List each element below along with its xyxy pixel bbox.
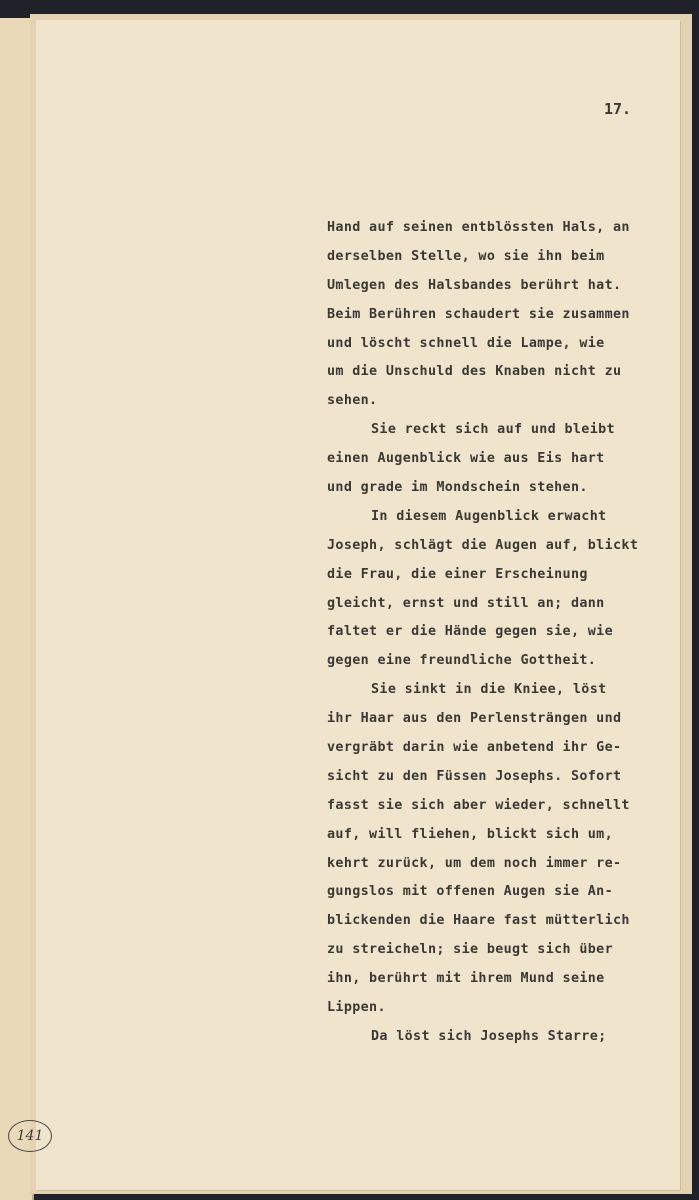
text-line: und löscht schnell die Lampe, wie [327, 335, 605, 351]
text-line: ihr Haar aus den Perlensträngen und [327, 711, 622, 727]
text-line: einen Augenblick wie aus Eis hart [327, 451, 605, 467]
text-line: Da löst sich Josephs Starre; [371, 1028, 607, 1044]
text-line: die Frau, die einer Erscheinung [327, 566, 588, 582]
text-line: gleicht, ernst und still an; dann [327, 595, 605, 611]
typewritten-page [36, 20, 680, 1190]
text-line: fasst sie sich aber wieder, schnellt [327, 797, 630, 813]
text-line: vergräbt darin wie anbetend ihr Ge- [327, 740, 622, 756]
text-line: kehrt zurück, um dem noch immer re- [327, 855, 622, 871]
archive-folio-number: 141 [8, 1120, 52, 1152]
text-line: ihn, berührt mit ihrem Mund seine [327, 971, 605, 987]
previous-page-edge [0, 18, 34, 1200]
text-line: Lippen. [327, 1000, 386, 1016]
text-line: zu streicheln; sie beugt sich über [327, 942, 614, 958]
text-line: und grade im Mondschein stehen. [327, 480, 588, 496]
text-line: gegen eine freundliche Gottheit. [327, 653, 597, 669]
text-line: Hand auf seinen entblössten Hals, an [327, 220, 630, 235]
text-line: sehen. [327, 393, 378, 409]
text-line: um die Unschuld des Knaben nicht zu [327, 364, 622, 380]
text-line: sicht zu den Füssen Josephs. Sofort [327, 768, 622, 784]
text-line: derselben Stelle, wo sie ihn beim [327, 248, 605, 264]
text-line: Umlegen des Halsbandes berührt hat. [327, 277, 622, 293]
text-line: gungslos mit offenen Augen sie An- [327, 884, 614, 900]
text-line: Sie reckt sich auf und bleibt [371, 422, 615, 438]
text-line: auf, will fliehen, blickt sich um, [327, 826, 614, 842]
text-line: blickenden die Haare fast mütterlich [327, 913, 630, 929]
page-number: 17. [604, 100, 632, 118]
text-line: faltet er die Hände gegen sie, wie [327, 624, 614, 640]
text-line: Joseph, schlägt die Augen auf, blickt [327, 537, 639, 553]
text-line: Beim Berühren schaudert sie zusammen [327, 306, 630, 322]
text-line: Sie sinkt in die Kniee, löst [371, 682, 607, 698]
text-line: In diesem Augenblick erwacht [371, 508, 607, 524]
body-text [327, 214, 667, 1052]
